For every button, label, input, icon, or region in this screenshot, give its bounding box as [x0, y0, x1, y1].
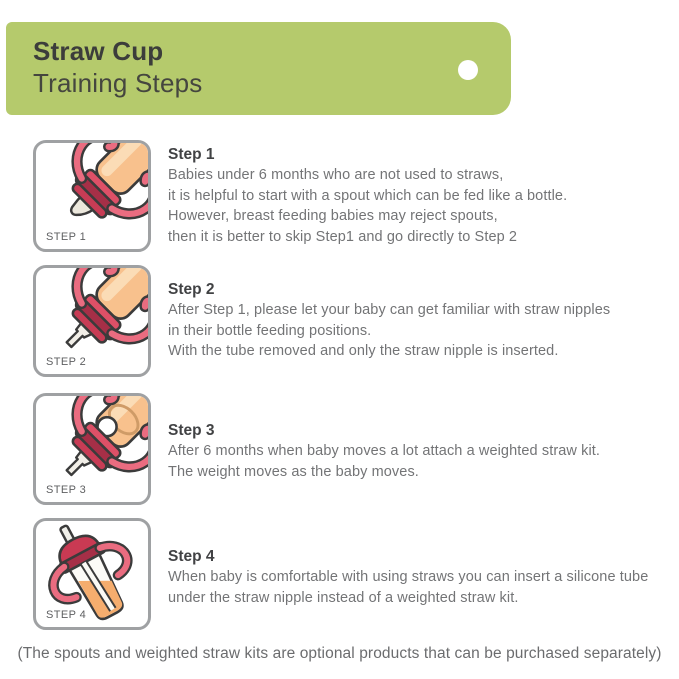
step4-illustration-box — [33, 518, 151, 630]
step4-line: under the straw nipple instead of a weighted straw kit. — [168, 589, 519, 606]
step4-text — [168, 546, 668, 608]
step2-box-label: STEP 2 — [46, 356, 87, 368]
step3-box-label: STEP 3 — [46, 484, 87, 496]
step4-box-label: STEP 4 — [46, 609, 87, 621]
step3-line: After 6 months when baby moves a lot attach a weighted straw kit. — [168, 443, 601, 459]
step2-heading: Step 2 — [168, 281, 215, 298]
step1-line: Babies under 6 months who are not used to straws, — [168, 167, 504, 183]
step1-text — [168, 144, 668, 247]
step2-line: in their bottle feeding positions. — [168, 322, 372, 339]
step2-line: With the tube removed and only the straw nipple is inserted. — [168, 343, 559, 359]
step3-text — [168, 420, 668, 482]
step1-illustration-box — [33, 140, 151, 252]
step2-illustration-box — [33, 265, 151, 377]
step4-line: When baby is comfortable with using straws you can insert a silicone tube — [168, 569, 649, 585]
hang-hole-icon — [458, 60, 478, 80]
step1-heading: Step 1 — [168, 146, 215, 163]
footer-note: (The spouts and weighted straw kits are optional products that can be purchased separately) — [17, 645, 662, 662]
step2-text — [168, 279, 668, 362]
step3-heading: Step 3 — [168, 422, 215, 439]
step1-line: However, breast feeding babies may reject spouts, — [168, 208, 498, 224]
step1-line: it is helpful to start with a spout which can be fed like a bottle. — [168, 187, 568, 204]
step1-box-label: STEP 1 — [46, 231, 87, 243]
step2-line: After Step 1, please let your baby can get familiar with straw nipples — [168, 302, 611, 318]
step1-line: then it is better to skip Step1 and go directly to Step 2 — [168, 228, 518, 245]
step4-heading: Step 4 — [168, 548, 215, 565]
header-banner — [6, 22, 511, 115]
page-title: Straw Cup — [33, 36, 164, 66]
step3-line: The weight moves as the baby moves. — [168, 463, 419, 480]
step3-illustration-box — [33, 393, 151, 505]
page-subtitle: Training Steps — [33, 68, 203, 98]
